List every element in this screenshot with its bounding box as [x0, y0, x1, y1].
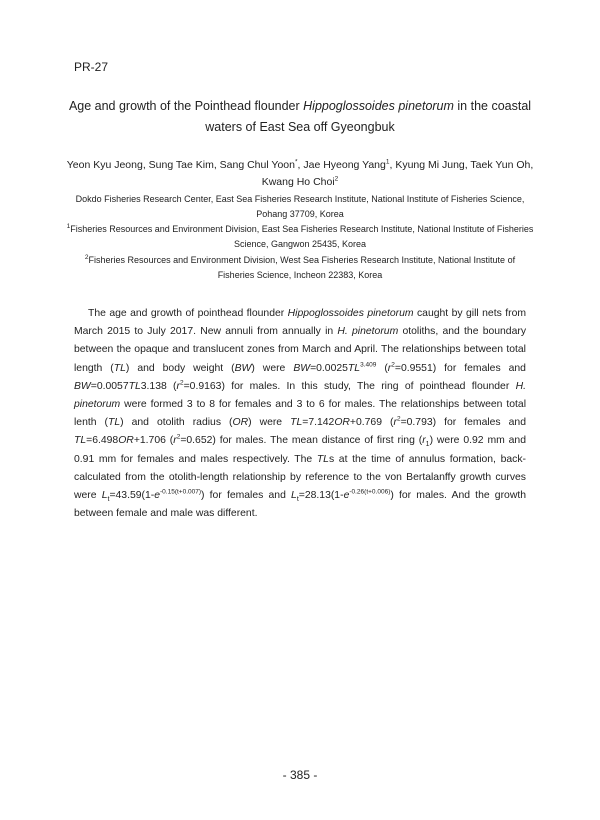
affiliation-mark: 2 [84, 254, 89, 261]
abstract-exponent: 2 [396, 415, 401, 423]
abstract-text: =0.0057 [90, 380, 129, 392]
paper-title [60, 96, 540, 138]
authors-text: , Kyung Mi Jung, Taek Yun Oh, Kwang Ho Choi [261, 159, 534, 188]
abstract-species: H. pinetorum [337, 326, 399, 338]
abstract-text: otoliths, and the boundary between the opaque and translucent zones from March and April. The relationships between total length ( [74, 326, 527, 374]
author-list [60, 157, 540, 191]
abstract-text: ) were [251, 362, 294, 374]
abstract-symbol: e [343, 490, 350, 502]
abstract-text: =0.9163) for males. In this study, The ring of pointhead flounder [183, 380, 516, 392]
abstract-symbol: r [176, 380, 180, 392]
abstract-subscript: t [296, 496, 299, 504]
abstract-text: ) and body weight ( [125, 362, 235, 374]
abstract-symbol: OR [334, 417, 350, 429]
abstract-text: +0.769 ( [349, 417, 394, 429]
affiliation-text: Dokdo Fisheries Research Center, East Sea Fisheries Research Institute, National Institute of Fisheries Science, Pohang 37709, Korea [75, 194, 525, 219]
abstract-text: +1.706 ( [133, 435, 174, 447]
title-text: Age and growth of the Pointhead flounder [68, 99, 304, 113]
abstract-symbol: L [291, 490, 297, 502]
authors-text: , Jae Hyeong Yang [297, 159, 386, 171]
title-species: Hippoglossoides pinetorum [303, 99, 454, 113]
abstract-text: =0.652) for males. The mean distance of first ring ( [180, 435, 423, 447]
abstract-symbol: r [173, 435, 177, 447]
abstract-symbol: TL [128, 380, 141, 392]
affiliation-text: Fisheries Resources and Environment Division, East Sea Fisheries Research Institute, National Institute of Fisheries Science, Gangwon 25435, Korea [70, 224, 534, 249]
abstract-text: =0.0025 [310, 362, 348, 374]
abstract-symbol: TL [74, 435, 87, 447]
abstract-symbol: BW [293, 362, 311, 374]
abstract-symbol: L [101, 490, 108, 502]
abstract-text: =28.13(1- [298, 490, 344, 502]
abstract-symbol: OR [118, 435, 134, 447]
abstract-symbol: r [393, 417, 397, 429]
authors-text: Yeon Kyu Jeong, Sung Tae Kim, Sang Chul Yoon [66, 159, 295, 171]
author-mark: 2 [334, 175, 339, 183]
abstract-text: =43.59(1- [109, 490, 155, 502]
abstract-symbol: r [422, 435, 426, 447]
abstract-text: ) were 0.92 mm and 0.91 mm for females and males respectively. The [74, 435, 526, 465]
abstract-subscript: 1 [425, 441, 430, 449]
abstract-text: ) for females and [201, 490, 292, 502]
affiliation-main [66, 192, 534, 222]
affiliation-mark: 1 [66, 223, 71, 230]
affiliation-1 [66, 222, 534, 252]
author-mark: * [294, 158, 298, 166]
affiliation-text: Fisheries Resources and Environment Division, West Sea Fisheries Research Institute, National Institute of Fisheries Science, Incheon 22383, Korea [88, 255, 516, 280]
abstract-text: =7.142 [302, 417, 335, 429]
abstract-symbol: TL [108, 417, 121, 429]
abstract-symbol: TL [290, 417, 303, 429]
abstract-text: s at the time of annulus formation, back-calculated from the otolith-length relationship by reference to the von Bertalanffy growth curves were [74, 453, 526, 502]
abstract-paragraph [74, 305, 526, 523]
affiliation-2 [66, 253, 534, 283]
abstract-text: ( [376, 362, 388, 374]
abstract-text: were formed 3 to 8 for females and 3 to 6 for males. The relationships between total lenth ( [74, 399, 526, 429]
abstract-symbol: e [154, 490, 160, 502]
abstract-species: H. pinetorum [74, 380, 526, 411]
abstract-subscript: t [107, 496, 110, 504]
abstract-exponent: 3.409 [360, 361, 377, 369]
author-mark: 1 [385, 158, 390, 166]
abstract-exponent: -0.26(t+0.006) [349, 488, 391, 496]
abstract-symbol: TL [113, 362, 126, 374]
abstract-exponent: 2 [179, 379, 184, 387]
title-text-2: in the coastal waters of East Sea off Gyeongbuk [205, 99, 532, 134]
abstract-symbol: OR [232, 417, 249, 429]
abstract-exponent: 2 [176, 433, 181, 441]
abstract-symbol: TL [316, 453, 329, 465]
abstract-species: Hippoglossoides pinetorum [287, 308, 414, 319]
abstract-text: =0.793) for females and [400, 417, 526, 429]
abstract-symbol: r [387, 362, 392, 374]
abstract-text: 3.138 ( [140, 380, 177, 392]
abstract-text: ) were [248, 417, 291, 429]
abstract-exponent: 2 [391, 361, 395, 369]
abstract-symbol: BW [74, 380, 91, 392]
abstract-symbol: TL [347, 362, 361, 374]
abstract-exponent: -0.15(t+0.007) [160, 488, 202, 496]
abstract-text: =6.498 [86, 435, 119, 447]
abstract-text: caught by gill nets from March 2015 to July 2017. New annuli from annually in [74, 308, 527, 338]
page-number: - 385 - [282, 768, 318, 782]
abstract [74, 305, 526, 523]
abstract-symbol: BW [234, 362, 252, 374]
abstract-text: ) and otolith radius ( [120, 417, 233, 429]
abstract-text: ) for males. And the growth between female and male was different. [74, 490, 526, 520]
page-id: PR-27 [74, 60, 109, 74]
abstract-text: The age and growth of pointhead flounder [88, 308, 288, 319]
abstract-text: =0.9551) for females and [394, 362, 526, 374]
